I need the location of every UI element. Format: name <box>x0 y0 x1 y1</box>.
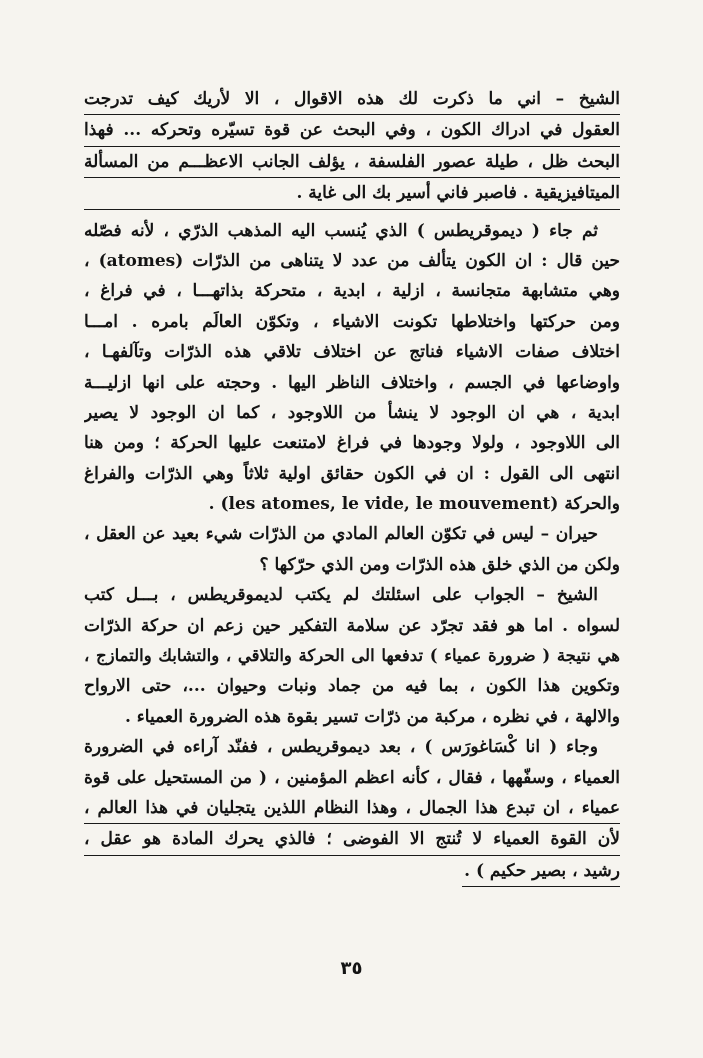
text-line: ثم جاء ( ديموقريطس ) الذي يُنسب اليه المذهب الذرّي ، لأنه فصّله <box>84 220 598 241</box>
text-line: الى اللاوجود ، ولولا وجودها في فراغ لامتنعت عليها الحركة ؛ ومن هنا <box>84 433 620 454</box>
text-line: والالهة ، في نظره ، مركبة من ذرّات تسير بقوة هذه الضرورة العمياء . <box>124 706 620 727</box>
text-line: وتكوين هذا الكون ، بما فيه من جماد ونبات وحيوان ...، حتى الارواح <box>84 676 620 697</box>
text-line: البحث ظل ، طيلة عصور الفلسفة ، يؤلف الجانب الاعظـــم من المسألة <box>84 147 620 178</box>
text-line: العمياء ، وسفّهها ، فقال ، كأنه اعظم المؤمنين ، ( من المستحيل على قوة <box>84 767 620 788</box>
text-line: لسواه . اما هو فقد تجرّد عن سلامة التفكير حين زعم ان حركة الذرّات <box>84 615 620 636</box>
text-line: لأن القوة العمياء لا تُنتج الا الفوضى ؛ فالذي يحرك المادة هو عقل ، <box>84 824 620 855</box>
text-line: عمياء ، ان تبدع هذا الجمال ، وهذا النظام اللذين يتجليان في هذا العالم ، <box>84 793 620 824</box>
text-line: حيران – ليس في تكوّن العالم المادي من الذرّات شيء بعيد عن العقل ، <box>84 524 598 545</box>
text-line: ابدية ، هي ان الوجود لا ينشأ من اللاوجود ، كما ان الوجود لا يصير <box>84 402 620 423</box>
text-line: واوضاعها في الجسم ، واختلاف الناظر اليها . وحجته على انها ازليـــة <box>84 372 620 393</box>
page-body <box>84 84 620 891</box>
text-line: هي نتيجة ( ضرورة عمياء ) تدفعها الى الحركة والتلاقي ، والتشابك والتمازج ، <box>84 646 620 666</box>
text-line: رشيد ، بصير حكيم ) . <box>462 856 620 887</box>
text-line: الشيخ – اني ما ذكرت لك هذه الاقوال ، الا لأريك كيف تدرجت <box>84 84 620 115</box>
text-line: وهي متشابهة متجانسة ، ازلية ، ابدية ، متحركة بذاتهـــا ، في فراغ ، <box>84 281 620 302</box>
text-line: وجاء ( انا كْسَاغورَس ) ، بعد ديموقريطس ، ففنّد آراءه في الضرورة <box>84 737 598 758</box>
text-line: انتهى الى القول : ان في الكون حقائق اولية ثلاثاً وهي الذرّات والفراغ <box>84 463 620 484</box>
page-number: ٣٥ <box>340 958 363 979</box>
text-line: العقول في ادراك الكون ، وفي البحث عن قوة تسيّره وتحركه ... فهذا <box>84 115 620 146</box>
text-line: حين قال : ان الكون يتألف من عدد لا يتناهى من الذرّات (atomes) ، <box>84 250 620 271</box>
text-line: ومن حركتها واختلاطها تكونت الاشياء ، وتكوّن العالَم بامره . امـــا <box>84 311 620 332</box>
text-line: اختلاف صفات الاشياء فناتج عن اختلاف تلاقي هذه الذرّات وتآلفهـا ، <box>84 342 620 363</box>
text-line: ولكن من الذي خلق هذه الذرّات ومن الذي حرّكها ؟ <box>259 554 620 575</box>
text-line: الشيخ – الجواب على اسئلتك لم يكتب لديموقريطس ، بـــل كتب <box>84 585 598 606</box>
text-line: والحركة (les atomes, le vide, le mouvement) . <box>208 494 620 515</box>
text-line: الميتافيزيقية . فاصبر فاني أسير بك الى غاية . <box>84 178 620 209</box>
